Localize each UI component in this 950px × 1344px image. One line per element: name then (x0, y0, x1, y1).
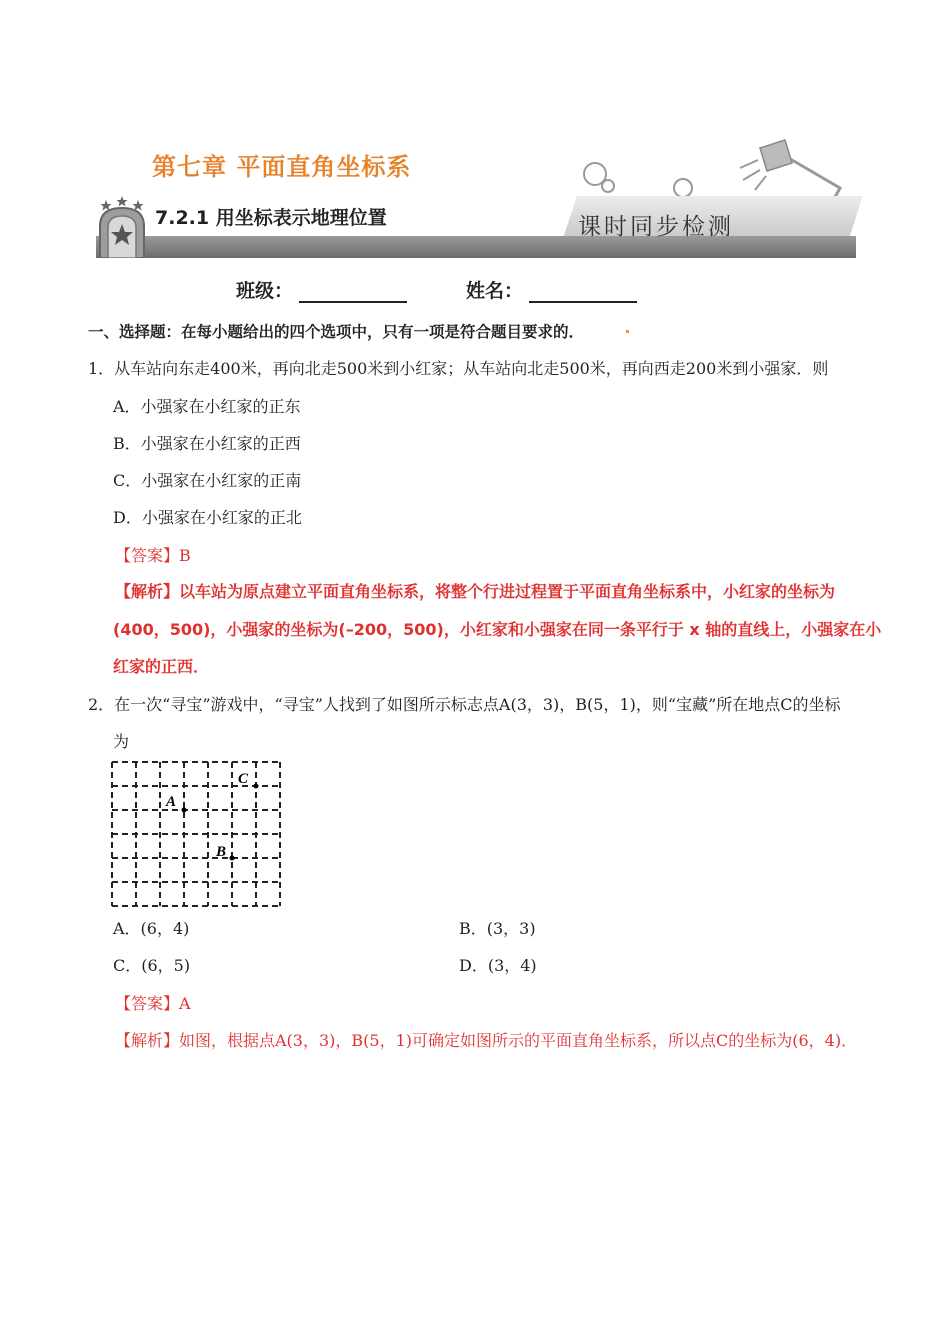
point-b (230, 856, 235, 861)
q2-option-b: B．(3，3) (459, 919, 536, 938)
name-field (466, 276, 637, 303)
section-heading: 一、选择题：在每小题给出的四个选项中，只有一项是符合题目要求的． (88, 323, 585, 341)
q1-option-b: B．小强家在小红家的正西 (113, 434, 301, 453)
class-label: 班级： (236, 280, 294, 302)
name-blank (529, 283, 637, 303)
point-c (254, 784, 259, 789)
q2-option-c: C．(6，5) (113, 956, 191, 975)
q2-stem-line1: 2．在一次“寻宝”游戏中，“寻宝”人找到了如图所示标志点A(3，3)，B(5，1)，则“宝藏”所在地点C的坐标 (88, 695, 841, 714)
q1-analysis-line2: (400，500)，小强家的坐标为(–200，500)，小红家和小强家在同一条平行于 x 轴的直线上，小强家在小 (113, 620, 882, 639)
q1-answer: 【答案】B (115, 546, 191, 565)
section-title: 7.2.1 用坐标表示地理位置 (155, 207, 387, 229)
q1-option-a: A．小强家在小红家的正东 (113, 397, 301, 416)
name-label: 姓名： (466, 280, 524, 302)
mark-dot (626, 330, 629, 333)
class-blank (299, 283, 407, 303)
grid-lines (112, 762, 280, 906)
point-c-label: C (238, 771, 249, 787)
q2-analysis: 【解析】如图，根据点A(3，3)，B(5，1)可确定如图所示的平面直角坐标系，所以点C的坐标为(6，4)． (115, 1031, 858, 1050)
q2-stem-line2: 为 (113, 732, 130, 751)
q1-analysis-line1: 【解析】以车站为原点建立平面直角坐标系，将整个行进过程置于平面直角坐标系中，小红家的坐标为 (115, 582, 836, 601)
coordinate-grid (108, 758, 286, 910)
banner-label: 课时同步检测 (578, 214, 734, 240)
q2-option-d: D．(3，4) (459, 956, 537, 975)
q1-stem: 1．从车站向东走400米，再向北走500米到小红家；从车站向北走500米，再向西走200米到小强家．则 (88, 359, 829, 378)
class-field (236, 276, 407, 303)
point-a (182, 808, 187, 813)
q1-option-d: D．小强家在小红家的正北 (113, 508, 302, 527)
star-badge-icon (96, 196, 156, 258)
point-b-label: B (216, 844, 227, 860)
q2-option-a: A．(6，4) (113, 919, 190, 938)
point-a-label: A (166, 794, 177, 810)
banner-bar (96, 236, 856, 258)
q1-option-c: C．小强家在小红家的正南 (113, 471, 302, 490)
q1-analysis-line3: 红家的正西． (113, 657, 210, 676)
chapter-title: 第七章 平面直角坐标系 (152, 153, 412, 181)
q2-answer: 【答案】A (115, 994, 191, 1013)
